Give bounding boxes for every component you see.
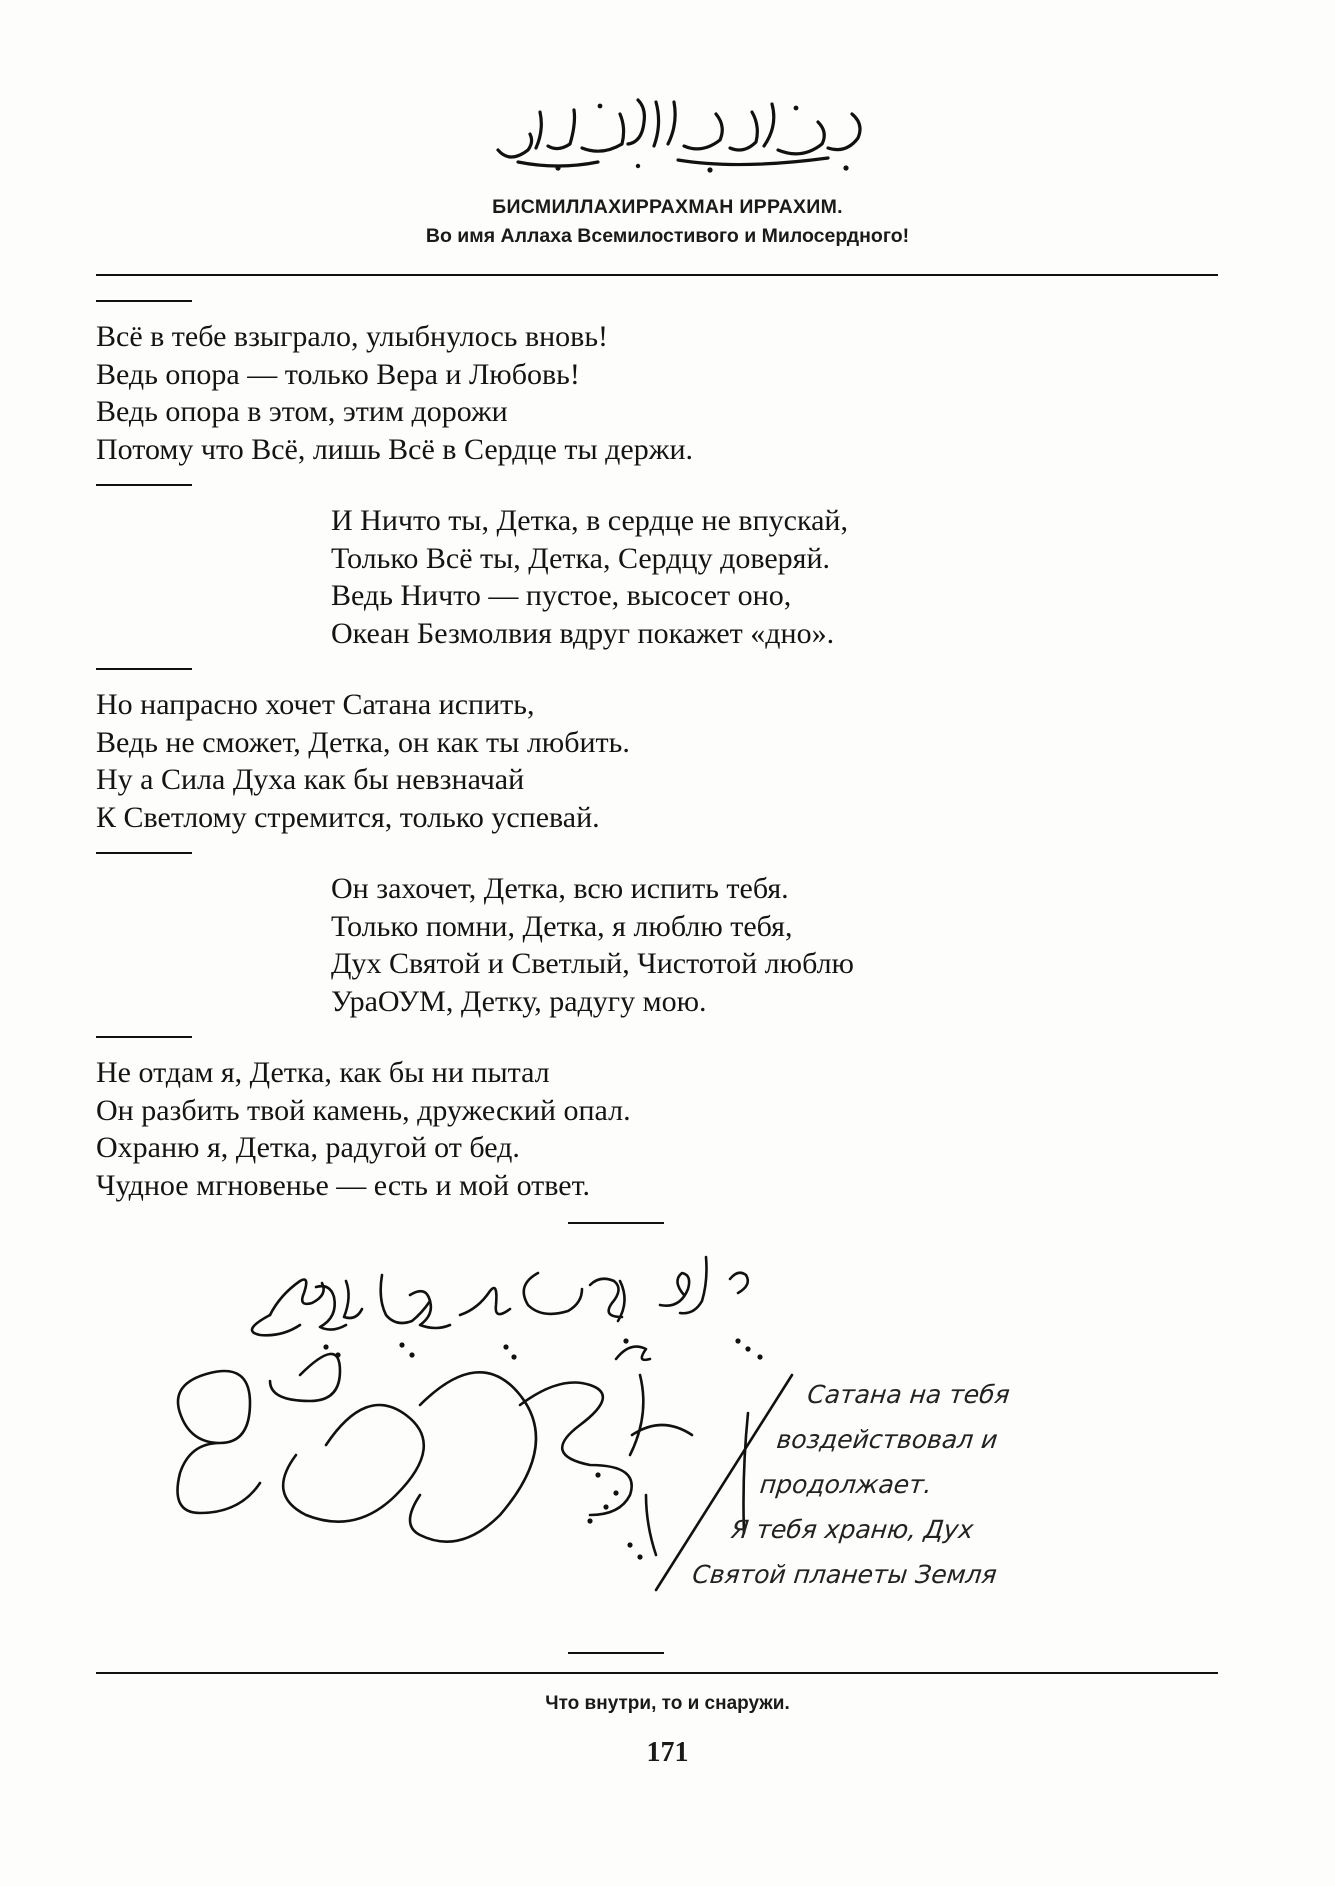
poem-line: Только Всё ты, Детка, Сердцу доверяй. bbox=[331, 541, 831, 575]
stanza-divider bbox=[96, 668, 192, 670]
poem-line: Ну а Сила Духа как бы невзначай bbox=[96, 763, 525, 796]
poem-line: Но напрасно хочет Сатана испить, bbox=[96, 688, 535, 721]
note-line: Сатана на тебя bbox=[805, 1380, 1012, 1409]
handwritten-scribbles bbox=[120, 1245, 1180, 1655]
handwritten-note bbox=[676, 1372, 1018, 1597]
poem-line: К Светлому стремится, только успевай. bbox=[96, 800, 600, 834]
stanza-divider bbox=[96, 300, 192, 302]
bismillah-meaning: Во имя Аллаха Всемилостивого и Милосердного! bbox=[425, 225, 910, 247]
footer-motto: Что внутри, то и снаружи. bbox=[545, 1693, 790, 1714]
poem-line: Ведь опора в этом, этим дорожи bbox=[96, 395, 508, 428]
stanza-divider bbox=[96, 852, 192, 854]
stanza-3 bbox=[96, 686, 630, 836]
stanza-5 bbox=[96, 1054, 631, 1204]
bismillah-calligraphy bbox=[478, 88, 878, 178]
poem-line: Ведь опора — только Вера и Любовь! bbox=[96, 357, 580, 391]
note-end-divider bbox=[568, 1652, 664, 1654]
poem-line: Дух Святой и Светлый, Чистотой люблю bbox=[331, 947, 854, 980]
poem-line: И Ничто ты, Детка, в сердце не впускай, bbox=[331, 504, 848, 537]
poem-line: Океан Безмолвия вдруг покажет «дно». bbox=[331, 616, 835, 650]
note-line: Я тебя храню, Дух bbox=[729, 1515, 975, 1544]
bismillah-transliteration: БИСМИЛЛАХИРРАХМАН ИРРАХИМ. bbox=[492, 196, 843, 218]
poem-line: Ведь не сможет, Детка, он как ты любить. bbox=[96, 725, 630, 759]
page-number: 171 bbox=[646, 1737, 689, 1768]
poem-line: Он разбить твой камень, дружеский опал. bbox=[96, 1093, 631, 1127]
stanza-2 bbox=[331, 502, 848, 652]
stanza-divider bbox=[96, 1036, 192, 1038]
note-line: Святой планеты Земля bbox=[691, 1560, 999, 1589]
poem-line: Не отдам я, Детка, как бы ни пытал bbox=[96, 1056, 550, 1089]
stanza-divider bbox=[96, 484, 192, 486]
stanza-1 bbox=[96, 318, 693, 468]
poem-line: Чудное мгновенье — есть и мой ответ. bbox=[96, 1168, 590, 1202]
note-line: продолжает. bbox=[758, 1470, 934, 1499]
poem-line: Охраню я, Детка, радугой от бед. bbox=[96, 1131, 520, 1164]
footer-divider bbox=[96, 1672, 1218, 1674]
header-divider bbox=[96, 274, 1218, 276]
note-line: воздействовал и bbox=[775, 1425, 1000, 1454]
poem-line: Всё в тебе взыграло, улыбнулось вновь! bbox=[96, 320, 609, 353]
poem-line: Ведь Ничто — пустое, высосет оно, bbox=[331, 579, 792, 612]
poem-end-divider bbox=[568, 1222, 664, 1224]
poem-line: Потому что Всё, лишь Всё в Сердце ты держи. bbox=[96, 432, 694, 466]
poem-line: Он захочет, Детка, всю испить тебя. bbox=[331, 872, 789, 905]
stanza-4 bbox=[331, 870, 854, 1020]
poem-line: Только помни, Детка, я люблю тебя, bbox=[331, 909, 793, 943]
poem-line: УраОУМ, Детку, радугу мою. bbox=[331, 984, 707, 1018]
